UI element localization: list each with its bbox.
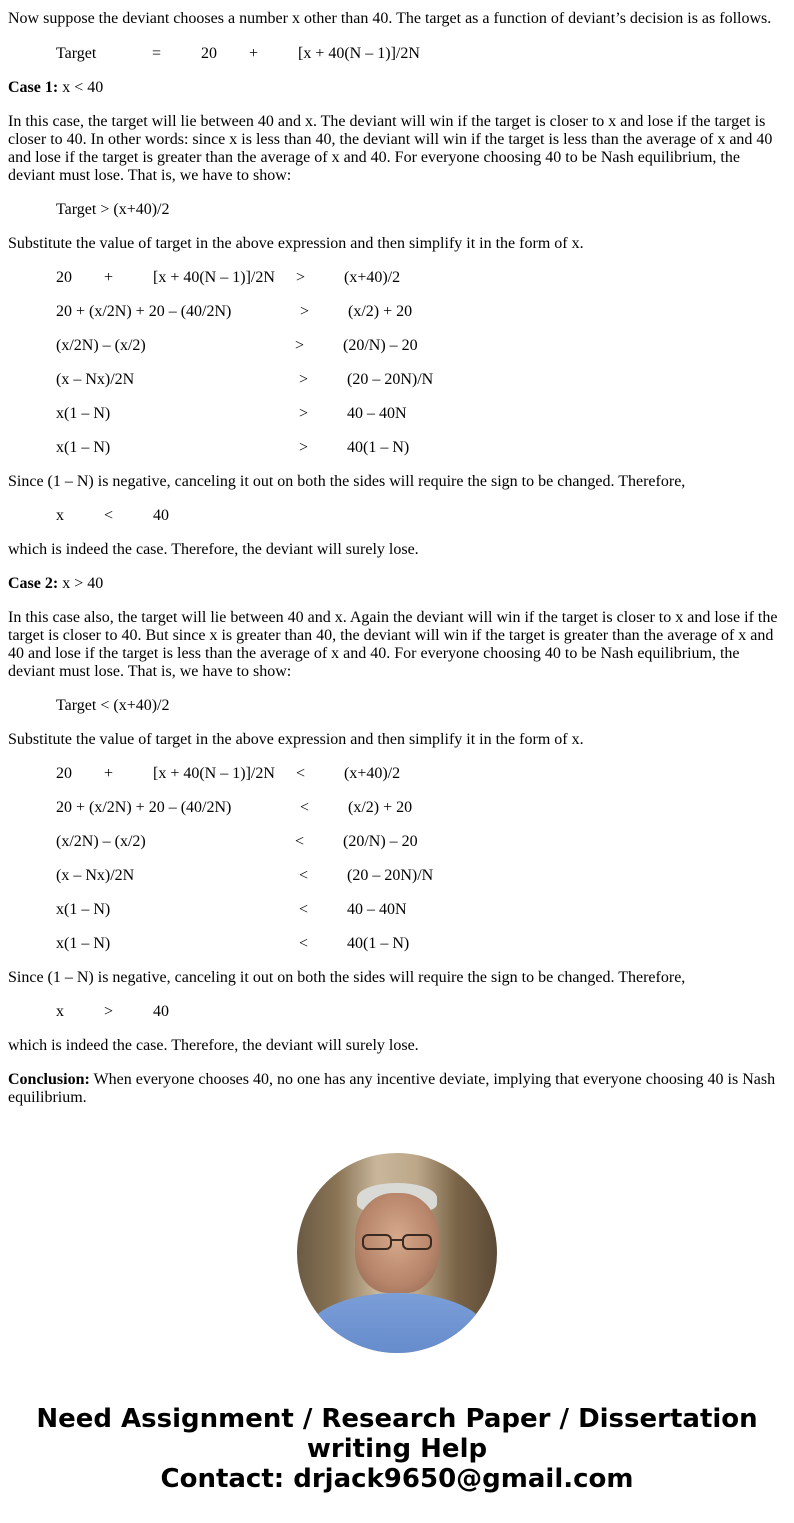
case1-heading: Case 1: x < 40 bbox=[8, 79, 104, 96]
case1-show: Target > (x+40)/2 bbox=[56, 201, 170, 218]
case2-show: Target < (x+40)/2 bbox=[56, 697, 170, 714]
case2-since: Since (1 – N) is negative, canceling it out on both the sides will require the sign to be changed. Therefore, bbox=[8, 969, 686, 986]
footer-line-1: Need Assignment / Research Paper / Dissertation bbox=[36, 1404, 758, 1434]
case2-substitute: Substitute the value of target in the above expression and then simplify it in the form of x. bbox=[8, 731, 584, 748]
case1-since: Since (1 – N) is negative, canceling it out on both the sides will require the sign to be changed. Therefore, bbox=[8, 473, 686, 490]
conclusion-paragraph: Conclusion: When everyone chooses 40, no one has any incentive deviate, implying that everyone choosing 40 is Nash equilibrium. bbox=[8, 1071, 776, 1106]
case2-conclusion: which is indeed the case. Therefore, the deviant will surely lose. bbox=[8, 1037, 419, 1054]
intro-paragraph: Now suppose the deviant chooses a number x other than 40. The target as a function of deviant’s decision is as follows. bbox=[8, 10, 772, 27]
case1-paragraph: In this case, the target will lie between 40 and x. The deviant will win if the target is closer to x and lose if the target is closer to 40. In other words: since x is less than 40, the deviant will win if the target is less than the average of x and 40 and lose if the target is greater than the average of x and 40. For everyone choosing 40 to be Nash equilibrium, the deviant must lose. That is, we have to show: bbox=[8, 113, 773, 184]
author-photo bbox=[297, 1153, 497, 1353]
glasses-icon bbox=[361, 1233, 433, 1251]
case1-substitute: Substitute the value of target in the above expression and then simplify it in the form of x. bbox=[8, 235, 584, 252]
case2-heading: Case 2: x > 40 bbox=[8, 575, 104, 592]
footer-line-2: writing Help bbox=[306, 1434, 488, 1464]
case1-conclusion: which is indeed the case. Therefore, the deviant will surely lose. bbox=[8, 541, 419, 558]
footer-contact: Contact: drjack9650@gmail.com bbox=[160, 1464, 634, 1494]
case2-paragraph: In this case also, the target will lie between 40 and x. Again the deviant will win if the target is closer to x and lose if the target is closer to 40. But since x is greater than 40, the deviant will win if the target is greater than the average of x and 40 and lose if the target is less than the average of x and 40. For everyone choosing 40 to be Nash equilibrium, the deviant must lose. That is, we have to show: bbox=[8, 609, 778, 680]
